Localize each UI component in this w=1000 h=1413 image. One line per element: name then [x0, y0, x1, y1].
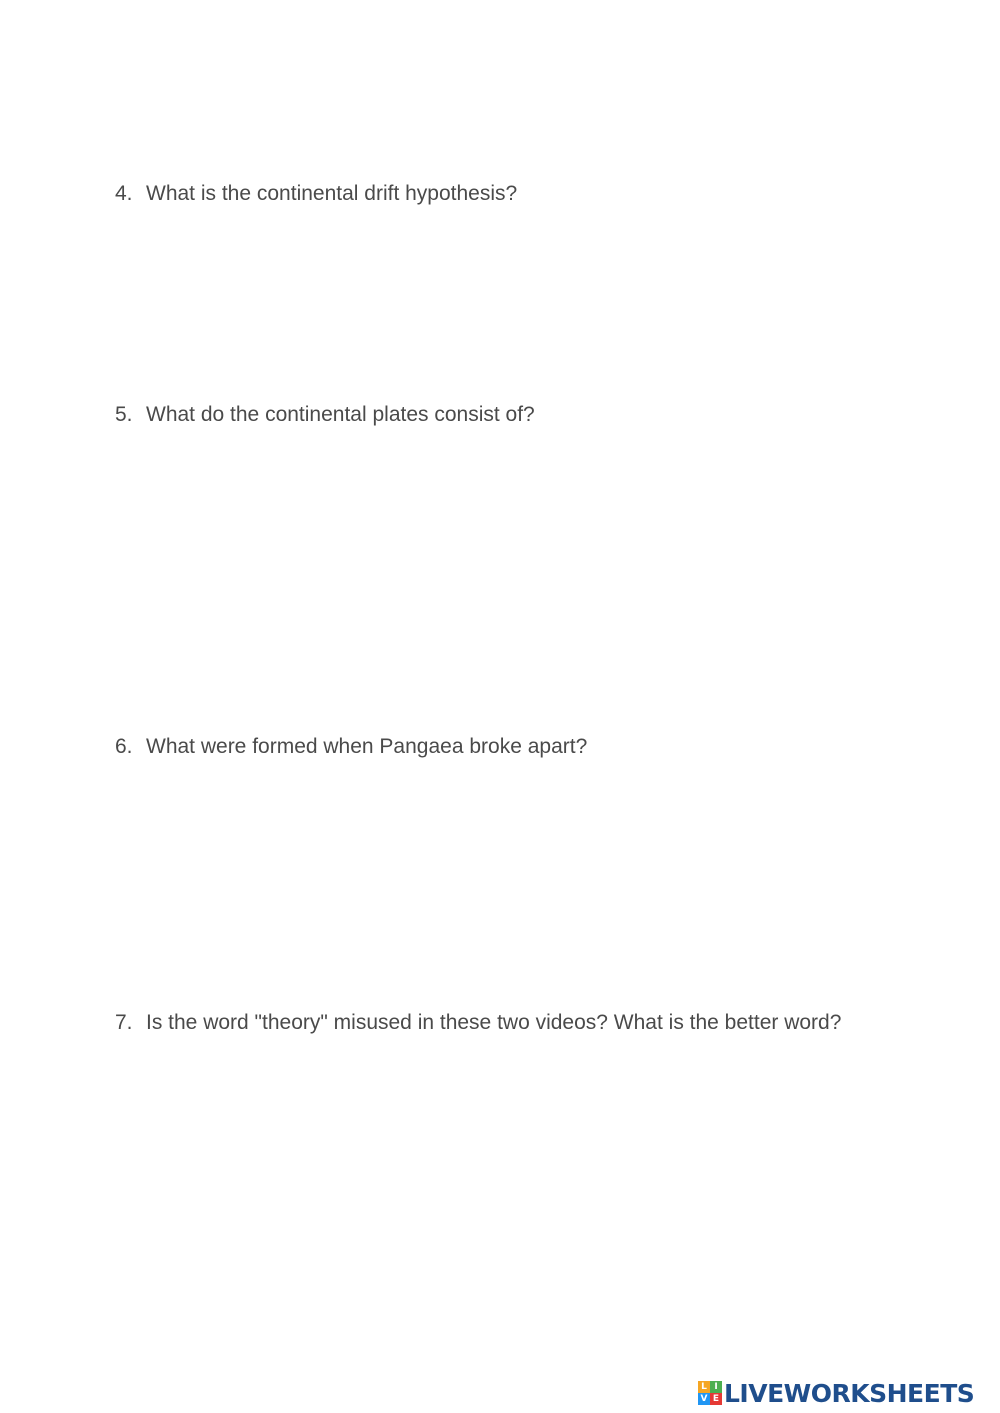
logo-letter: L [698, 1381, 710, 1393]
question-number: 6. [115, 735, 133, 758]
question-number: 7. [115, 1011, 133, 1034]
liveworksheets-brand [698, 1378, 974, 1408]
question-4 [115, 178, 845, 210]
question-number: 5. [115, 403, 133, 426]
question-text: What is the continental drift hypothesis? [146, 182, 518, 205]
logo-letter: I [710, 1381, 722, 1393]
question-6 [115, 731, 845, 763]
question-5 [115, 399, 845, 431]
question-text: Is the word "theory" misused in these two videos? What is the better word? [146, 1011, 842, 1034]
liveworksheets-wordmark: LIVEWORKSHEETS [724, 1378, 975, 1408]
question-text: What were formed when Pangaea broke apart? [146, 735, 588, 758]
question-text: What do the continental plates consist of? [146, 403, 535, 426]
logo-letter: E [710, 1393, 722, 1405]
liveworksheets-logo-icon [698, 1381, 722, 1405]
logo-letter: V [698, 1393, 710, 1405]
question-number: 4. [115, 182, 133, 205]
question-7 [115, 1007, 845, 1039]
